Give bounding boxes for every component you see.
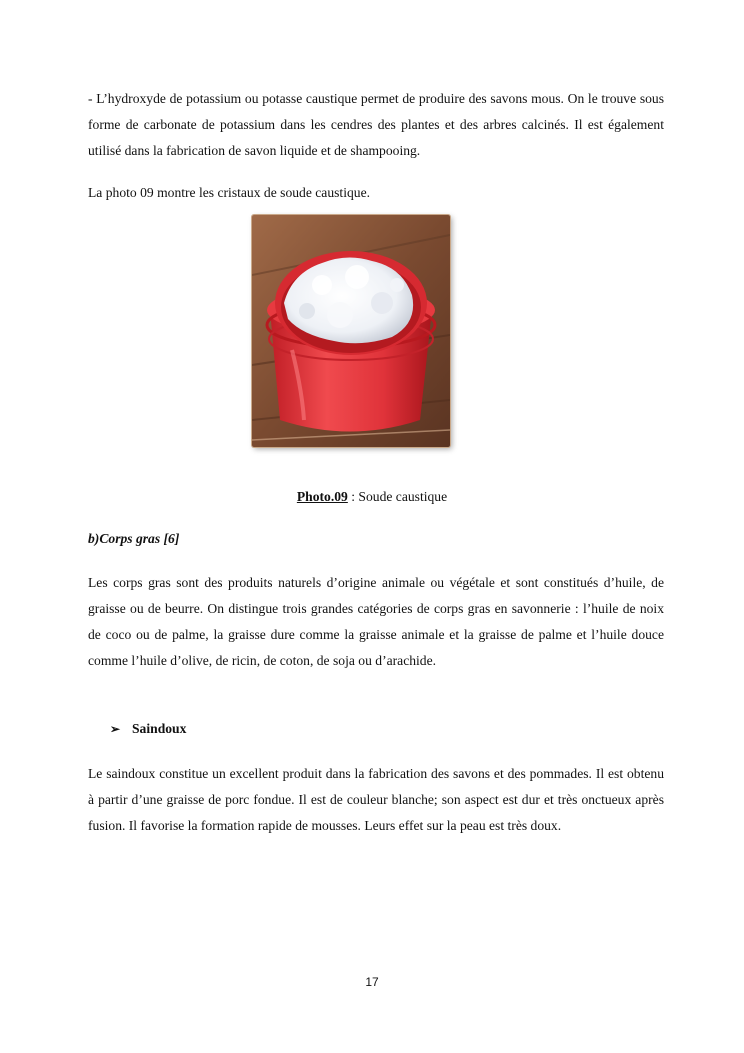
paragraph-saindoux: Le saindoux constitue un excellent produit dans la fabrication des savons et des pommades. Il est obtenu à partir d’une graisse de porc fondue. Il est de couleur blanche; son aspect est dur et très onctueux après fusion. Il favorise la formation rapide de mousses. Leurs effet sur la peau est très doux. [88, 766, 664, 833]
arrow-bullet-icon: ➢ [110, 722, 121, 736]
figure-caption [0, 487, 744, 507]
bullet-item-saindoux [110, 719, 186, 739]
page-number: 17 [365, 975, 379, 989]
paragraph-photo-intro: La photo 09 montre les cristaux de soude caustique. [88, 185, 370, 200]
subheading-saindoux: Saindoux [132, 721, 187, 736]
caustic-soda-photo [252, 215, 450, 447]
figure-caption-text: : Soude caustique [347, 489, 448, 504]
section-heading-corps-gras: b)Corps gras [6] [88, 531, 180, 546]
paragraph-potassium: - L’hydroxyde de potassium ou potasse caustique permet de produire des savons mous. On le trouve sous forme de carbonate de potassium dans les cendres des plantes et des arbres calcinés. Il est également utilisé dans la fabrication de savon liquide et de shampooing. [88, 91, 664, 158]
paragraph-corps-gras: Les corps gras sont des produits naturels d’origine animale ou végétale et sont constitués d’huile, de graisse ou de beurre. On distingue trois grandes catégories de corps gras en savonnerie : l’huile de noix de coco ou de palme, la graisse dure comme la graisse animale et la graisse de palme et l’huile douce comme l’huile d’olive, de ricin, de coton, de soja ou d’arachide. [88, 575, 664, 668]
caustic-soda-image [252, 215, 450, 447]
figure-caption-label: Photo.09 [296, 489, 348, 504]
